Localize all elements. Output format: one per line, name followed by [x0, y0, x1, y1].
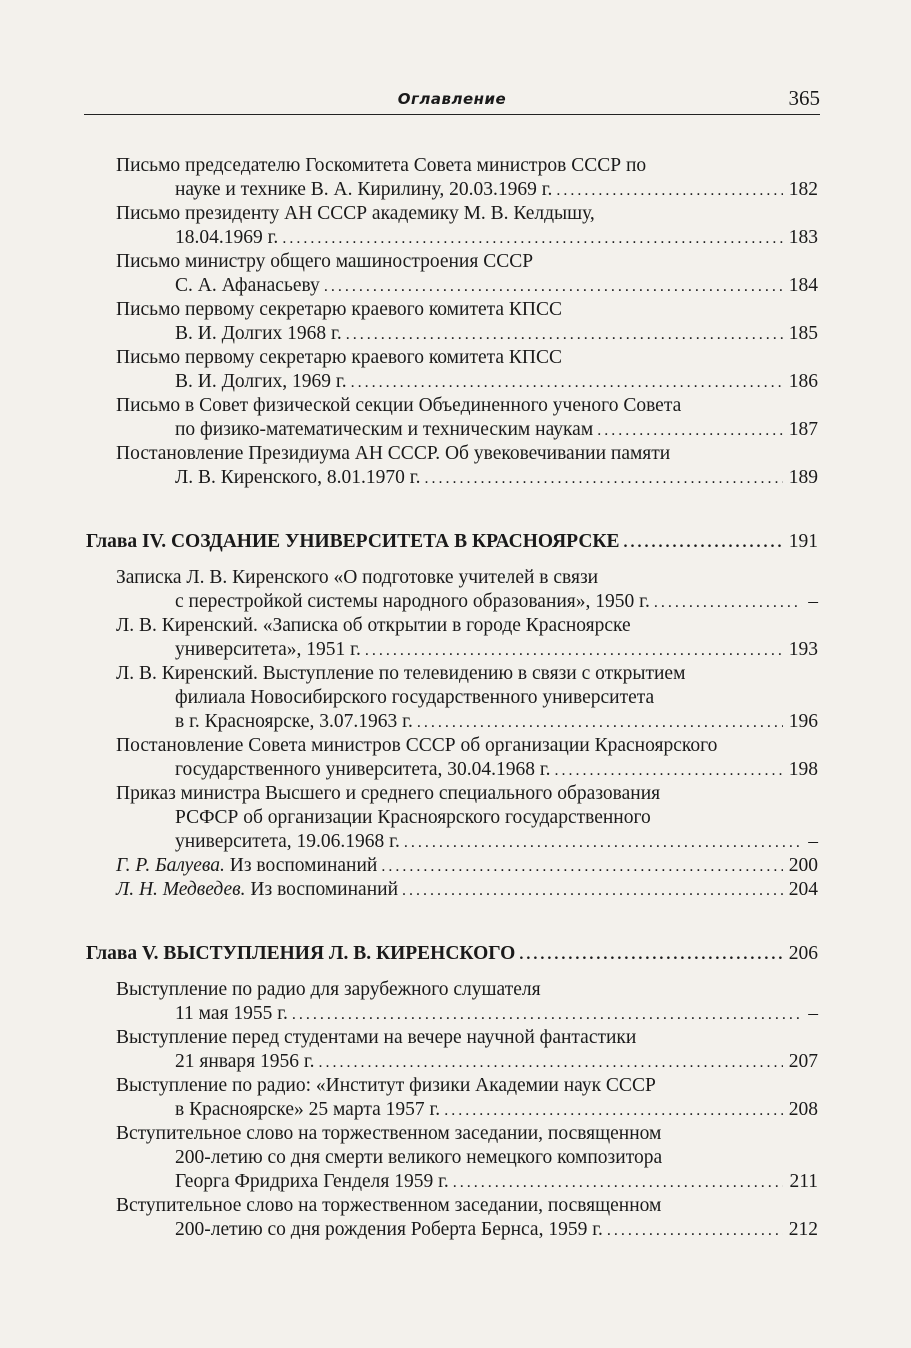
toc-entry-line: [116, 297, 562, 323]
entry-text: 11 мая 1955 г.: [175, 1003, 288, 1024]
toc-entry-line: [175, 465, 818, 491]
toc-entry-line: [175, 1097, 818, 1123]
entry-page-number: 186: [788, 371, 818, 392]
toc-entry-line: [116, 853, 818, 879]
toc-entry-line: [175, 757, 818, 783]
entry-text: Письмо президенту АН СССР академику М. В. Келдышу,: [116, 203, 595, 224]
entry-page-number: 193: [788, 639, 818, 660]
entry-text: РСФСР об организации Красноярского государственного: [175, 807, 651, 828]
entry-author: Г. Р. Балуева.: [116, 855, 230, 876]
entry-page-number: 204: [788, 879, 818, 900]
entry-text: 21 января 1956 г.: [175, 1051, 315, 1072]
entry-text: Постановление Президиума АН СССР. Об увековечивании памяти: [116, 443, 671, 464]
entry-text: Письмо в Совет физической секции Объединенного ученого Совета: [116, 395, 682, 416]
leader-dots: [519, 942, 782, 968]
entry-text: филиала Новосибирского государственного университета: [175, 687, 655, 708]
leader-dots: [654, 590, 802, 616]
toc-entry-line: [116, 1073, 656, 1099]
entry-text: университета, 19.06.1968 г.: [175, 831, 400, 852]
toc-entry-line: [175, 273, 818, 299]
entry-page-number: 183: [788, 227, 818, 248]
entry-text: в Красноярске» 25 марта 1957 г.: [175, 1099, 441, 1120]
entry-page-number: –: [808, 1003, 818, 1024]
page-number: 365: [788, 86, 820, 110]
entry-text: Приказ министра Высшего и среднего специального образования: [116, 783, 661, 804]
entry-author: Л. Н. Медведев.: [116, 879, 251, 900]
chapter-heading: [86, 529, 818, 555]
entry-page-number: 206: [788, 943, 818, 964]
entry-page-number: 211: [789, 1171, 818, 1192]
entry-page-number: –: [808, 591, 818, 612]
toc-entry-line: [116, 345, 562, 371]
entry-text: Выступление по радио: «Институт физики Академии наук СССР: [116, 1075, 656, 1096]
entry-text: в г. Красноярске, 3.07.1963 г.: [175, 711, 413, 732]
entry-text: 200-летию со дня смерти великого немецкого композитора: [175, 1147, 663, 1168]
entry-text: Письмо первому секретарю краевого комитета КПСС: [116, 299, 563, 320]
entry-page-number: 198: [788, 759, 818, 780]
entry-text: Письмо председателю Госкомитета Совета министров СССР по: [116, 155, 647, 176]
toc-entry-line: [175, 1145, 662, 1171]
entry-page-number: 189: [788, 467, 818, 488]
toc-entry-line: [175, 177, 818, 203]
running-header: [84, 84, 820, 115]
entry-text: Л. Н. Медведев. Из воспоминаний: [116, 879, 399, 900]
toc-entry-line: [116, 661, 685, 687]
header-title: Оглавление: [397, 90, 507, 108]
toc-entry-line: [175, 685, 654, 711]
leader-dots: [424, 466, 782, 492]
entry-text: Глава V. ВЫСТУПЛЕНИЯ Л. В. КИРЕНСКОГО: [86, 943, 516, 964]
chapter-heading: [86, 941, 818, 967]
entry-text: Георга Фридриха Генделя 1959 г.: [175, 1171, 449, 1192]
toc-entry-line: [175, 709, 818, 735]
entry-page-number: 196: [788, 711, 818, 732]
toc-entry-line: [116, 393, 681, 419]
toc-entry-line: [175, 637, 818, 663]
entry-text: Вступительное слово на торжественном заседании, посвященном: [116, 1195, 662, 1216]
entry-text: 200-летию со дня рождения Роберта Бернса, 1959 г.: [175, 1219, 603, 1240]
entry-text: Г. Р. Балуева. Из воспоминаний: [116, 855, 378, 876]
toc-entry-line: [116, 441, 670, 467]
toc-entry-line: [175, 1169, 818, 1195]
entry-page-number: 182: [788, 179, 818, 200]
toc-entry-line: [116, 1193, 661, 1219]
entry-text: В. И. Долгих, 1969 г.: [175, 371, 347, 392]
entry-text: Выступление по радио для зарубежного слушателя: [116, 979, 541, 1000]
entry-text: науке и технике В. А. Кирилину, 20.03.1969 г.: [175, 179, 553, 200]
entry-page-number: 200: [788, 855, 818, 876]
toc-entry-line: [175, 417, 818, 443]
leader-dots: [607, 1218, 783, 1244]
toc-entry-line: [175, 369, 818, 395]
toc-entry-line: [175, 829, 818, 855]
entry-page-number: 191: [788, 531, 818, 552]
entry-text: по физико-математическим и техническим наукам: [175, 419, 594, 440]
entry-page-number: 208: [788, 1099, 818, 1120]
toc-entry-line: [116, 613, 631, 639]
toc-entry-line: [175, 805, 651, 831]
entry-text: Вступительное слово на торжественном заседании, посвященном: [116, 1123, 662, 1144]
entry-text: Л. В. Киренский. «Записка об открытии в городе Красноярске: [116, 615, 631, 636]
toc-entry-line: [116, 249, 533, 275]
entry-text: Глава IV. СОЗДАНИЕ УНИВЕРСИТЕТА В КРАСНОЯРСКЕ: [86, 531, 620, 552]
entry-page-number: 184: [788, 275, 818, 296]
toc-entry-line: [175, 321, 818, 347]
entry-page-number: –: [808, 831, 818, 852]
toc-entry-line: [116, 153, 646, 179]
toc-entry-line: [116, 733, 717, 759]
toc-entry-line: [116, 1025, 636, 1051]
entry-page-number: 185: [788, 323, 818, 344]
entry-text: университета», 1951 г.: [175, 639, 361, 660]
entry-text: В. И. Долгих 1968 г.: [175, 323, 342, 344]
entry-page-number: 207: [788, 1051, 818, 1072]
toc-entry-line: [175, 589, 818, 615]
toc-entry-line: [175, 1217, 818, 1243]
leader-dots: [402, 878, 783, 904]
entry-text: Письмо первому секретарю краевого комитета КПСС: [116, 347, 563, 368]
entry-text: 18.04.1969 г.: [175, 227, 279, 248]
entry-text: Письмо министру общего машиностроения СССР: [116, 251, 534, 272]
toc-entry-line: [116, 877, 818, 903]
leader-dots: [624, 530, 783, 556]
toc-entry-line: [175, 225, 818, 251]
entry-text: Л. В. Киренского, 8.01.1970 г.: [175, 467, 421, 488]
toc-entry-line: [116, 977, 541, 1003]
entry-text: с перестройкой системы народного образования», 1950 г.: [175, 591, 650, 612]
entry-text: Записка Л. В. Киренского «О подготовке учителей в связи: [116, 567, 599, 588]
entry-text: Выступление перед студентами на вечере научной фантастики: [116, 1027, 637, 1048]
entry-text: С. А. Афанасьеву: [175, 275, 320, 296]
toc-entry-line: [116, 201, 595, 227]
toc-entry-line: [116, 781, 660, 807]
entry-text: Л. В. Киренский. Выступление по телевидению в связи с открытием: [116, 663, 686, 684]
toc-entry-line: [175, 1001, 818, 1027]
entry-page-number: 212: [788, 1219, 818, 1240]
entry-text: государственного университета, 30.04.1968 г.: [175, 759, 551, 780]
entry-page-number: 187: [788, 419, 818, 440]
toc-entry-line: [116, 1121, 661, 1147]
entry-text: Постановление Совета министров СССР об организации Красноярского: [116, 735, 718, 756]
toc-entry-line: [175, 1049, 818, 1075]
toc-entry-line: [116, 565, 598, 591]
